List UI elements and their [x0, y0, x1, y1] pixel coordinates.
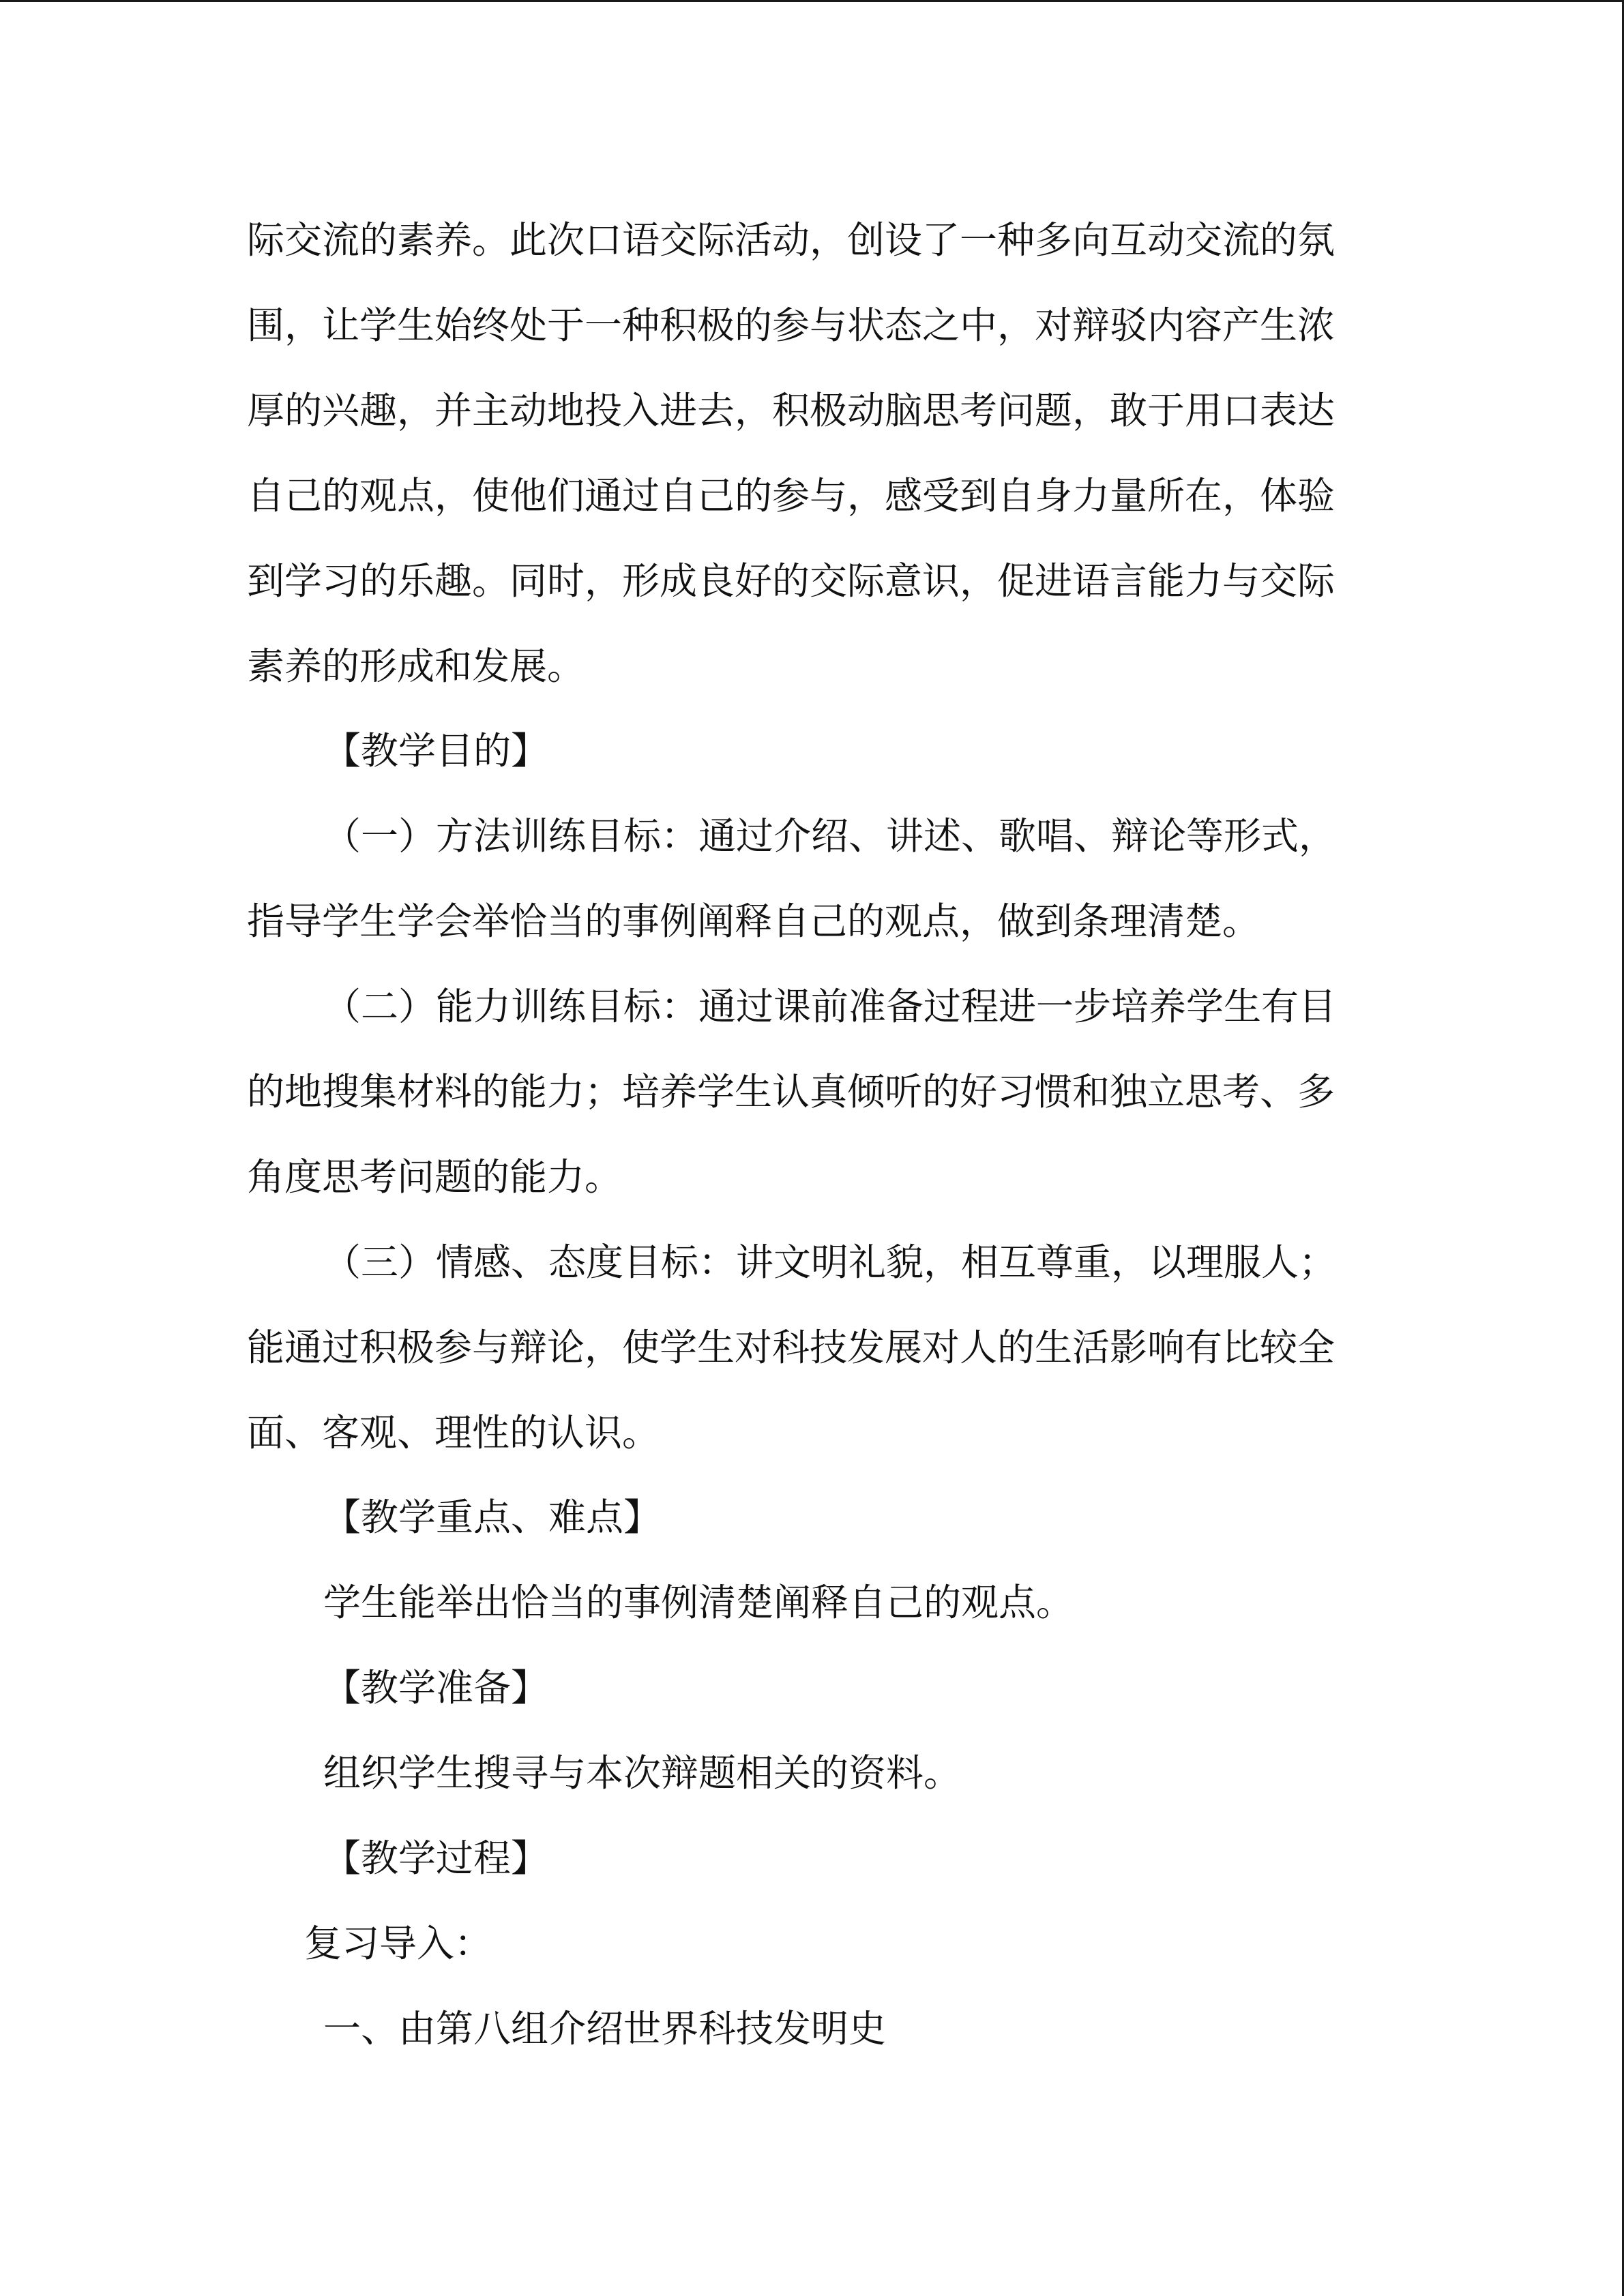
paragraph-line: 自己的观点，使他们通过自己的参与，感受到自身力量所在，体验 [247, 474, 1335, 518]
paragraph-line: 学生能举出恰当的事例清楚阐释自己的观点。 [323, 1581, 1074, 1624]
paragraph-line: 际交流的素养。此次口语交际活动，创设了一种多向互动交流的氛 [247, 218, 1335, 262]
section-heading-key-points: 【教学重点、难点】 [323, 1495, 662, 1539]
paragraph-line: 组织学生搜寻与本次辩题相关的资料。 [323, 1751, 962, 1795]
paragraph-line: （一）方法训练目标：通过介绍、讲述、歌唱、辩论等形式， [323, 814, 1337, 858]
paragraph-line: 面、客观、理性的认识。 [247, 1411, 660, 1455]
paragraph-line: 指导学生学会举恰当的事例阐释自己的观点，做到条理清楚。 [247, 899, 1260, 943]
section-heading-preparation: 【教学准备】 [323, 1666, 549, 1710]
paragraph-line: 素养的形成和发展。 [247, 644, 585, 688]
paragraph-line: 的地搜集材料的能力；培养学生认真倾听的好习惯和独立思考、多 [247, 1070, 1335, 1114]
paragraph-line: 围，让学生始终处于一种积极的参与状态之中，对辩驳内容产生浓 [247, 303, 1335, 347]
paragraph-line: 能通过积极参与辩论，使学生对科技发展对人的生活影响有比较全 [247, 1326, 1335, 1369]
paragraph-line: 一、由第八组介绍世界科技发明史 [323, 2007, 887, 2051]
paragraph-line: 角度思考问题的能力。 [247, 1155, 623, 1199]
paragraph-line: 厚的兴趣，并主动地投入进去，积极动脑思考问题，敢于用口表达 [247, 389, 1335, 432]
section-heading-process: 【教学过程】 [323, 1836, 549, 1880]
paragraph-line: 到学习的乐趣。同时，形成良好的交际意识，促进语言能力与交际 [247, 559, 1335, 603]
section-heading-objectives: 【教学目的】 [323, 729, 549, 773]
page-top-border [0, 0, 1624, 2]
paragraph-line: 复习导入： [304, 1922, 492, 1965]
paragraph-line: （三）情感、态度目标：讲文明礼貌，相互尊重，以理服人； [323, 1240, 1337, 1284]
paragraph-line: （二）能力训练目标：通过课前准备过程进一步培养学生有目 [323, 985, 1337, 1028]
